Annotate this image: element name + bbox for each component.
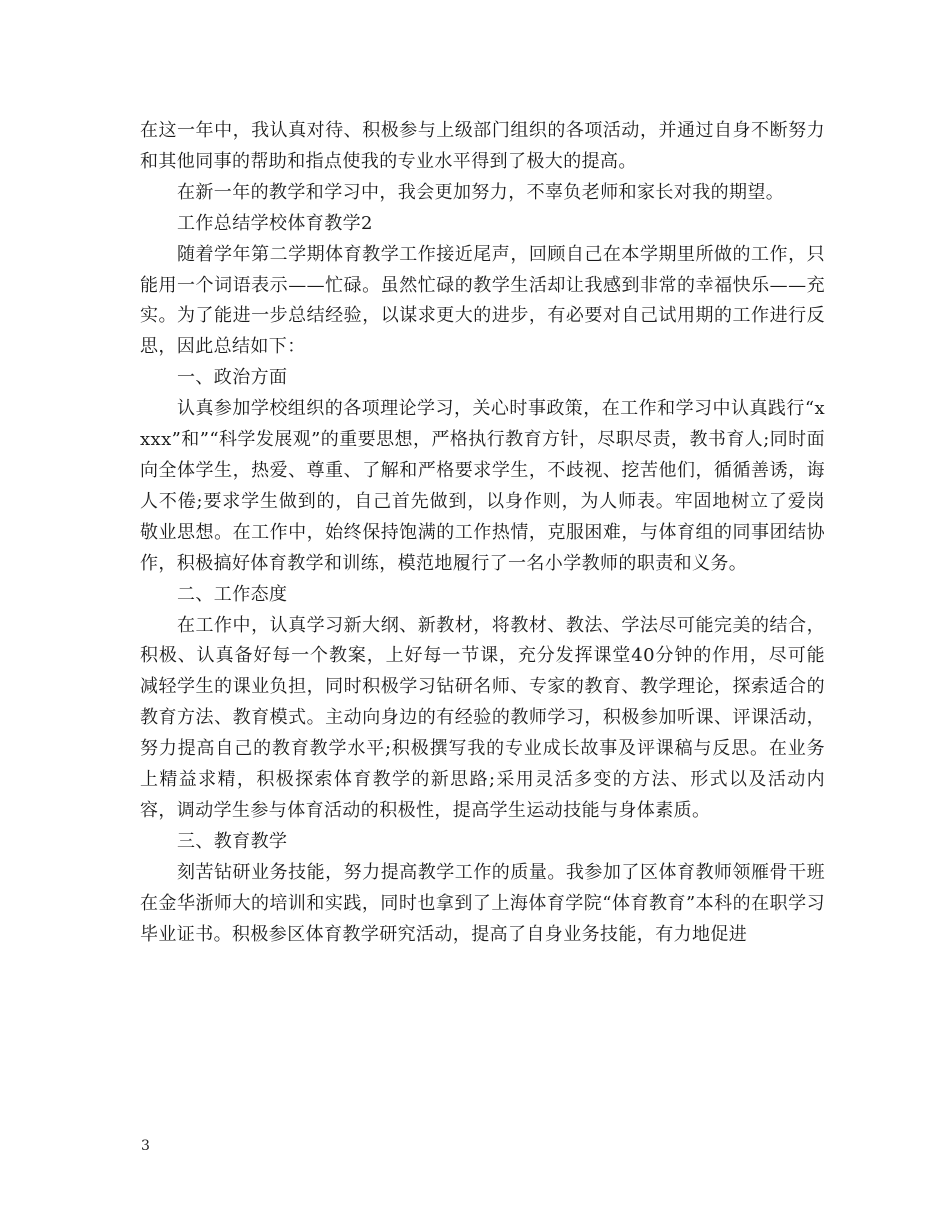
- document-body: [140, 116, 825, 950]
- heading-education-teaching: 三、教育教学: [177, 830, 288, 852]
- section-title-work-summary-2: 工作总结学校体育教学2: [177, 212, 373, 234]
- heading-political: 一、政治方面: [177, 367, 288, 389]
- heading-work-attitude: 二、工作态度: [177, 583, 288, 605]
- paragraph-continuation: 在这一年中，我认真对待、积极参与上级部门组织的各项活动，并通过自身不断努力和其他同事的帮助和指点使我的专业水平得到了极大的提高。: [140, 120, 825, 172]
- page-number: 3: [141, 1138, 150, 1154]
- paragraph-education-teaching: 刻苦钻研业务技能，努力提高教学工作的质量。我参加了区体育教师领雁骨干班在金华浙师大的培训和实践，同时也拿到了上海体育学院“体育教育”本科的在职学习毕业证书。积极参区体育教学研究活动，提高了自身业务技能，有力地促进: [140, 861, 825, 945]
- paragraph-new-year-resolution: 在新一年的教学和学习中，我会更加努力，不辜负老师和家长对我的期望。: [177, 181, 785, 203]
- paragraph-introduction: 随着学年第二学期体育教学工作接近尾声，回顾自己在本学期里所做的工作，只能用一个词语表示——忙碌。虽然忙碌的教学生活却让我感到非常的幸福快乐——充实。为了能进一步总结经验，以谋求更大的进步，有必要对自己试用期的工作进行反思，因此总结如下：: [140, 243, 825, 358]
- paragraph-work-attitude: 在工作中，认真学习新大纲、新教材，将教材、教法、学法尽可能完美的结合，积极、认真备好每一个教案，上好每一节课，充分发挥课堂40分钟的作用，尽可能减轻学生的课业负担，同时积极学习钻研名师、专家的教育、教学理论，探索适合的教育方法、教育模式。主动向身边的有经验的教师学习，积极参加听课、评课活动，努力提高自己的教育教学水平;积极撰写我的专业成长故事及评课稿与反思。在业务上精益求精，积极探索体育教学的新思路;采用灵活多变的方法、形式以及活动内容，调动学生参与体育活动的积极性，提高学生运动技能与身体素质。: [140, 614, 825, 821]
- paragraph-political: 认真参加学校组织的各项理论学习，关心时事政策，在工作和学习中认真践行“xxxx”和”“科学发展观”的重要思想，严格执行教育方针，尽职尽责，教书育人;同时面向全体学生，热爱、尊重、了解和严格要求学生，不歧视、挖苦他们，循循善诱，诲人不倦;要求学生做到的，自己首先做到，以身作则，为人师表。牢固地树立了爱岗敬业思想。在工作中，始终保持饱满的工作热情，克服困难，与体育组的同事团结协作，积极搞好体育教学和训练，模范地履行了一名小学教师的职责和义务。: [140, 398, 825, 574]
